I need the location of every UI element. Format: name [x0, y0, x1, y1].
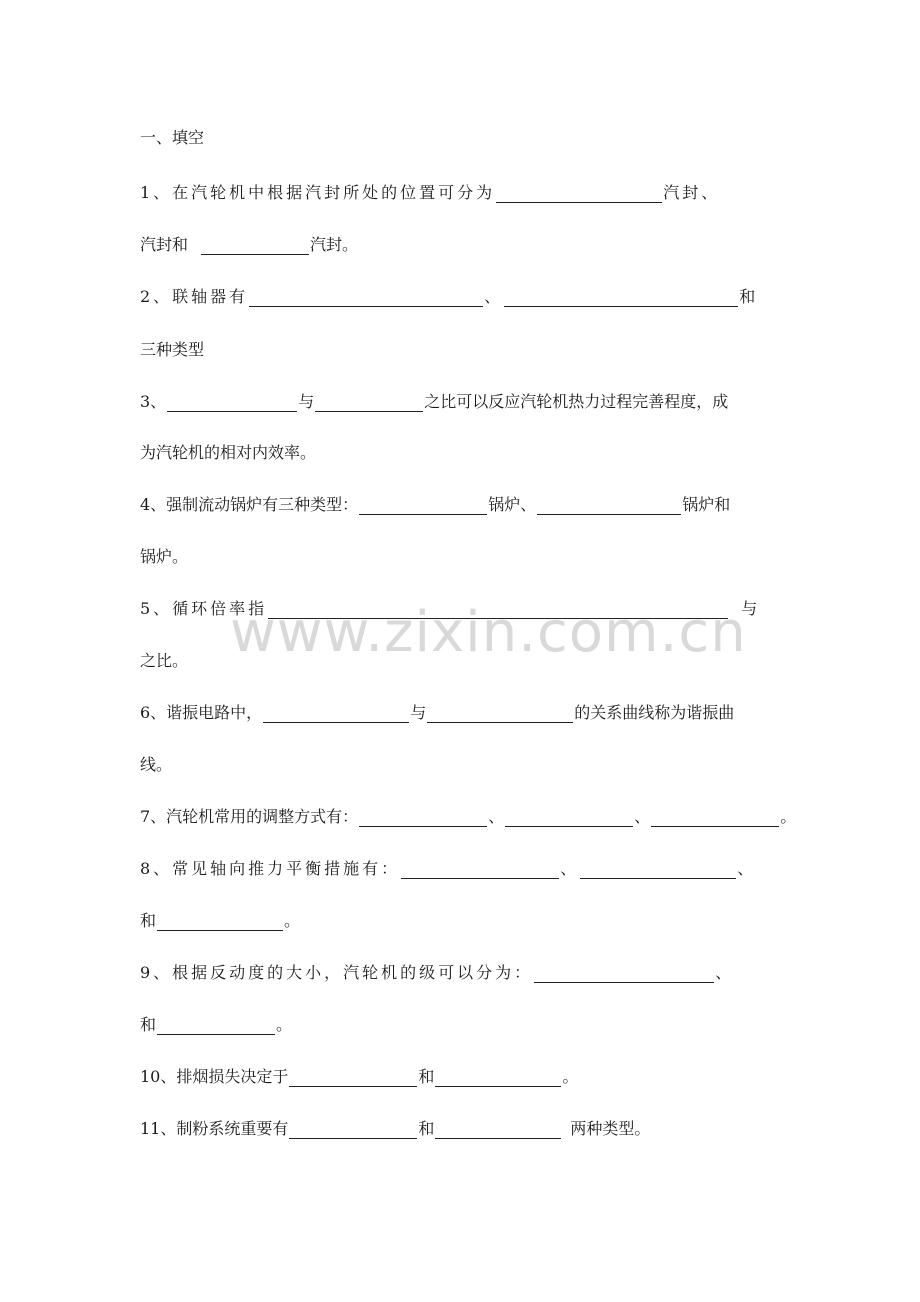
question-9-line-2: 和 。: [140, 1015, 293, 1034]
question-9-line-1: 9、根据反动度的大小，汽轮机的级可以分为： 、: [140, 963, 735, 982]
answer-blank[interactable]: [249, 288, 483, 307]
answer-blank[interactable]: [435, 1068, 561, 1087]
answer-blank[interactable]: [537, 496, 681, 515]
question-5-line-1: 5、循环倍率指 与: [140, 599, 761, 618]
question-11: 11、制粉系统重要有 和 两种类型。: [140, 1119, 651, 1138]
answer-blank[interactable]: [289, 1068, 417, 1087]
question-5-line-2: 之比。: [140, 651, 189, 670]
question-3-line-2: 为汽轮机的相对内效率。: [140, 443, 317, 462]
answer-blank[interactable]: [651, 808, 779, 827]
answer-blank[interactable]: [401, 860, 559, 879]
question-6-line-2: 线。: [140, 755, 173, 774]
answer-blank[interactable]: [504, 288, 738, 307]
question-2-line-1: 2、联轴器有 、 和: [140, 287, 759, 306]
answer-blank[interactable]: [201, 236, 309, 255]
answer-blank[interactable]: [268, 600, 728, 619]
question-8-line-2: 和 。: [140, 911, 301, 930]
question-7-line-1: 7、汽轮机常用的调整方式有： 、 、 。: [140, 807, 797, 826]
answer-blank[interactable]: [435, 1120, 561, 1139]
question-4-line-1: 4、强制流动锅炉有三种类型： 锅炉、 锅炉和: [140, 495, 731, 514]
question-2-line-2: 三种类型: [140, 340, 205, 359]
answer-blank[interactable]: [167, 393, 297, 412]
watermark: www.zixin.com.cn: [230, 600, 747, 665]
question-4-line-2: 锅炉。: [140, 547, 189, 566]
answer-blank[interactable]: [580, 860, 736, 879]
question-1-line-2: 汽封和 汽封。: [140, 235, 359, 254]
answer-blank[interactable]: [315, 393, 423, 412]
question-3-line-1: 3、 与 之比可以反应汽轮机热力过程完善程度，成: [140, 392, 729, 411]
answer-blank[interactable]: [157, 1016, 275, 1035]
answer-blank[interactable]: [496, 184, 662, 203]
answer-blank[interactable]: [534, 964, 714, 983]
answer-blank[interactable]: [427, 704, 573, 723]
question-10: 10、排烟损失决定于 和 。: [140, 1067, 579, 1086]
answer-blank[interactable]: [289, 1120, 417, 1139]
answer-blank[interactable]: [359, 808, 487, 827]
question-1-line-1: 1、在汽轮机中根据汽封所处的位置可分为 汽封、: [140, 183, 721, 202]
answer-blank[interactable]: [505, 808, 633, 827]
answer-blank[interactable]: [263, 704, 409, 723]
question-6-line-1: 6、谐振电路中， 与 的关系曲线称为谐振曲: [140, 703, 735, 722]
question-8-line-1: 8、常见轴向推力平衡措施有： 、 、: [140, 859, 757, 878]
answer-blank[interactable]: [157, 912, 283, 931]
section-title: 一、填空: [140, 128, 205, 147]
answer-blank[interactable]: [359, 496, 487, 515]
